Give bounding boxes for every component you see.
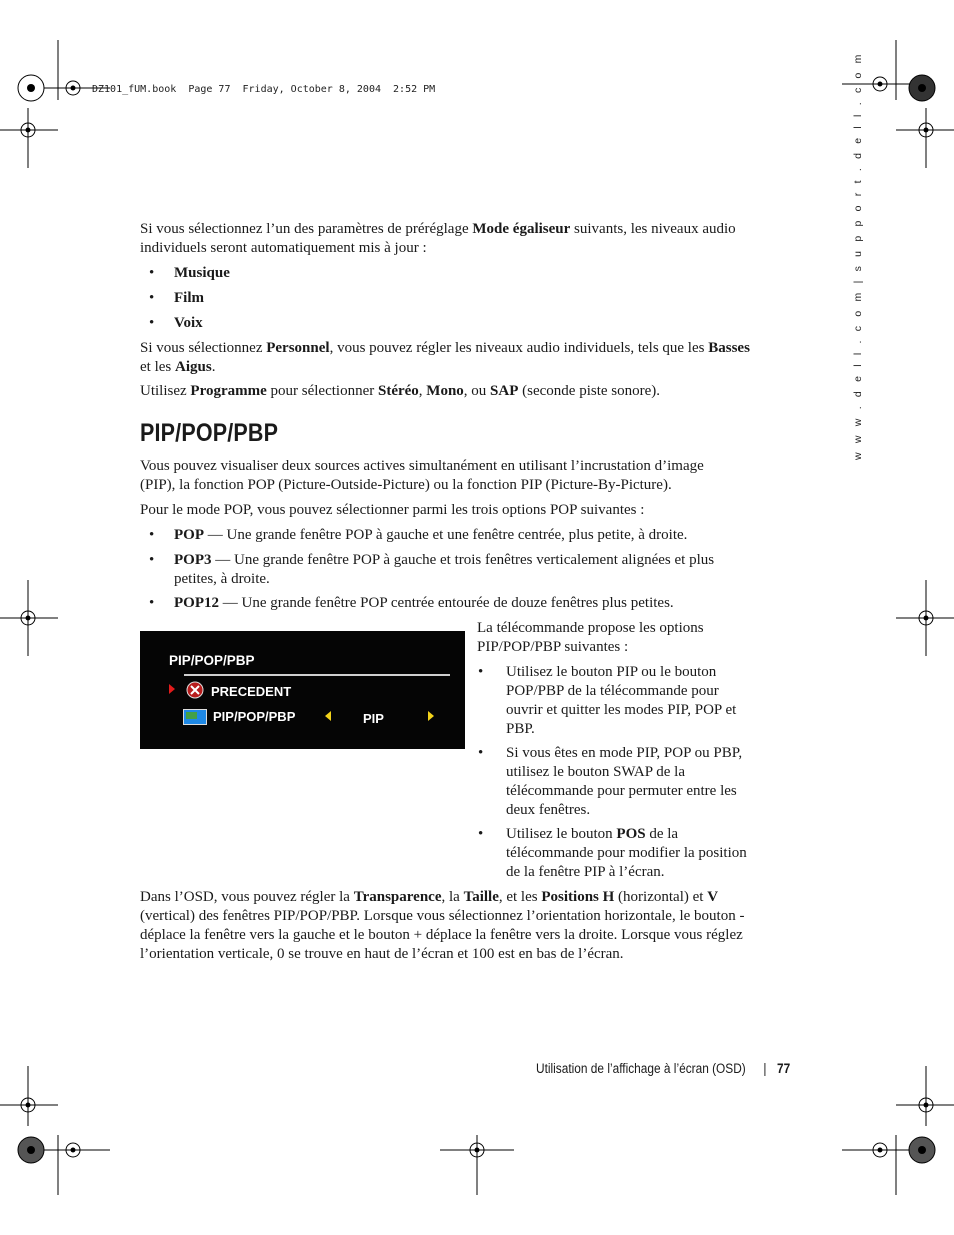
osd-pip-item: PIP/POP/PBP bbox=[213, 709, 296, 724]
osd-menu-screenshot bbox=[140, 631, 465, 749]
osd-back-item: PRECEDENT bbox=[211, 684, 292, 699]
footer-separator: | bbox=[763, 1061, 767, 1076]
selector-arrow-icon bbox=[169, 684, 175, 694]
intro-paragraph-2: Si vous sélectionnez Personnel, vous pouvez régler les niveaux audio individuels, tels que les Basses et les Aigus. bbox=[140, 340, 750, 375]
intro-paragraph-1: Si vous sélectionnez l’un des paramètres de préréglage Mode égaliseur suivants, les niveaux audio individuels seront automatiquement mis à jour : bbox=[140, 221, 736, 256]
osd-pip-value: PIP bbox=[363, 711, 384, 726]
osd-settings-paragraph: Dans l’OSD, vous pouvez régler la Transparence, la Taille, et les Positions H (horizontal) et V (vertical) des fenêtres PIP/POP/PBP. Lorsque vous sélectionnez l’orientation horizontale, le bouton - déplace la fenêtre vers la gauche et le bouton + déplace la fenêtre vers la droite. Lorsque vous réglez l’orientation verticale, 0 se trouve en haut de l’écran et 100 est en bas de l’écran. bbox=[140, 889, 745, 962]
osd-divider bbox=[184, 674, 450, 676]
side-url: w w w . d e l l . c o m | s u p p o r t . d e l l . c o m bbox=[852, 51, 864, 460]
section-paragraph-2: Pour le mode POP, vous pouvez sélectionner parmi les trois options POP suivantes : bbox=[140, 502, 645, 518]
section-paragraph-1: Vous pouvez visualiser deux sources actives simultanément en utilisant l’incrustation d’image (PIP), la fonction POP (Picture-Outside-Picture) ou la fonction PIP (Picture-By-Picture). bbox=[140, 458, 704, 493]
left-arrow-icon bbox=[325, 711, 331, 721]
page-number: 77 bbox=[777, 1061, 791, 1076]
remote-intro: La télécommande propose les options PIP/POP/PBP suivantes : bbox=[477, 620, 704, 655]
intro-paragraph-3: Utilisez Programme pour sélectionner Stéréo, Mono, ou SAP (seconde piste sonore). bbox=[140, 383, 661, 399]
page-footer bbox=[536, 1061, 790, 1076]
footer-chapter: Utilisation de l’affichage à l’écran (OSD) bbox=[536, 1061, 746, 1076]
print-header: DZ101_fUM.book Page 77 Friday, October 8, 2004 2:52 PM bbox=[92, 84, 436, 95]
osd-title: PIP/POP/PBP bbox=[169, 653, 255, 668]
back-icon bbox=[186, 681, 204, 699]
pip-monitor-icon bbox=[183, 709, 207, 725]
right-arrow-icon bbox=[428, 711, 434, 721]
section-heading: PIP/POP/PBP bbox=[140, 419, 279, 447]
